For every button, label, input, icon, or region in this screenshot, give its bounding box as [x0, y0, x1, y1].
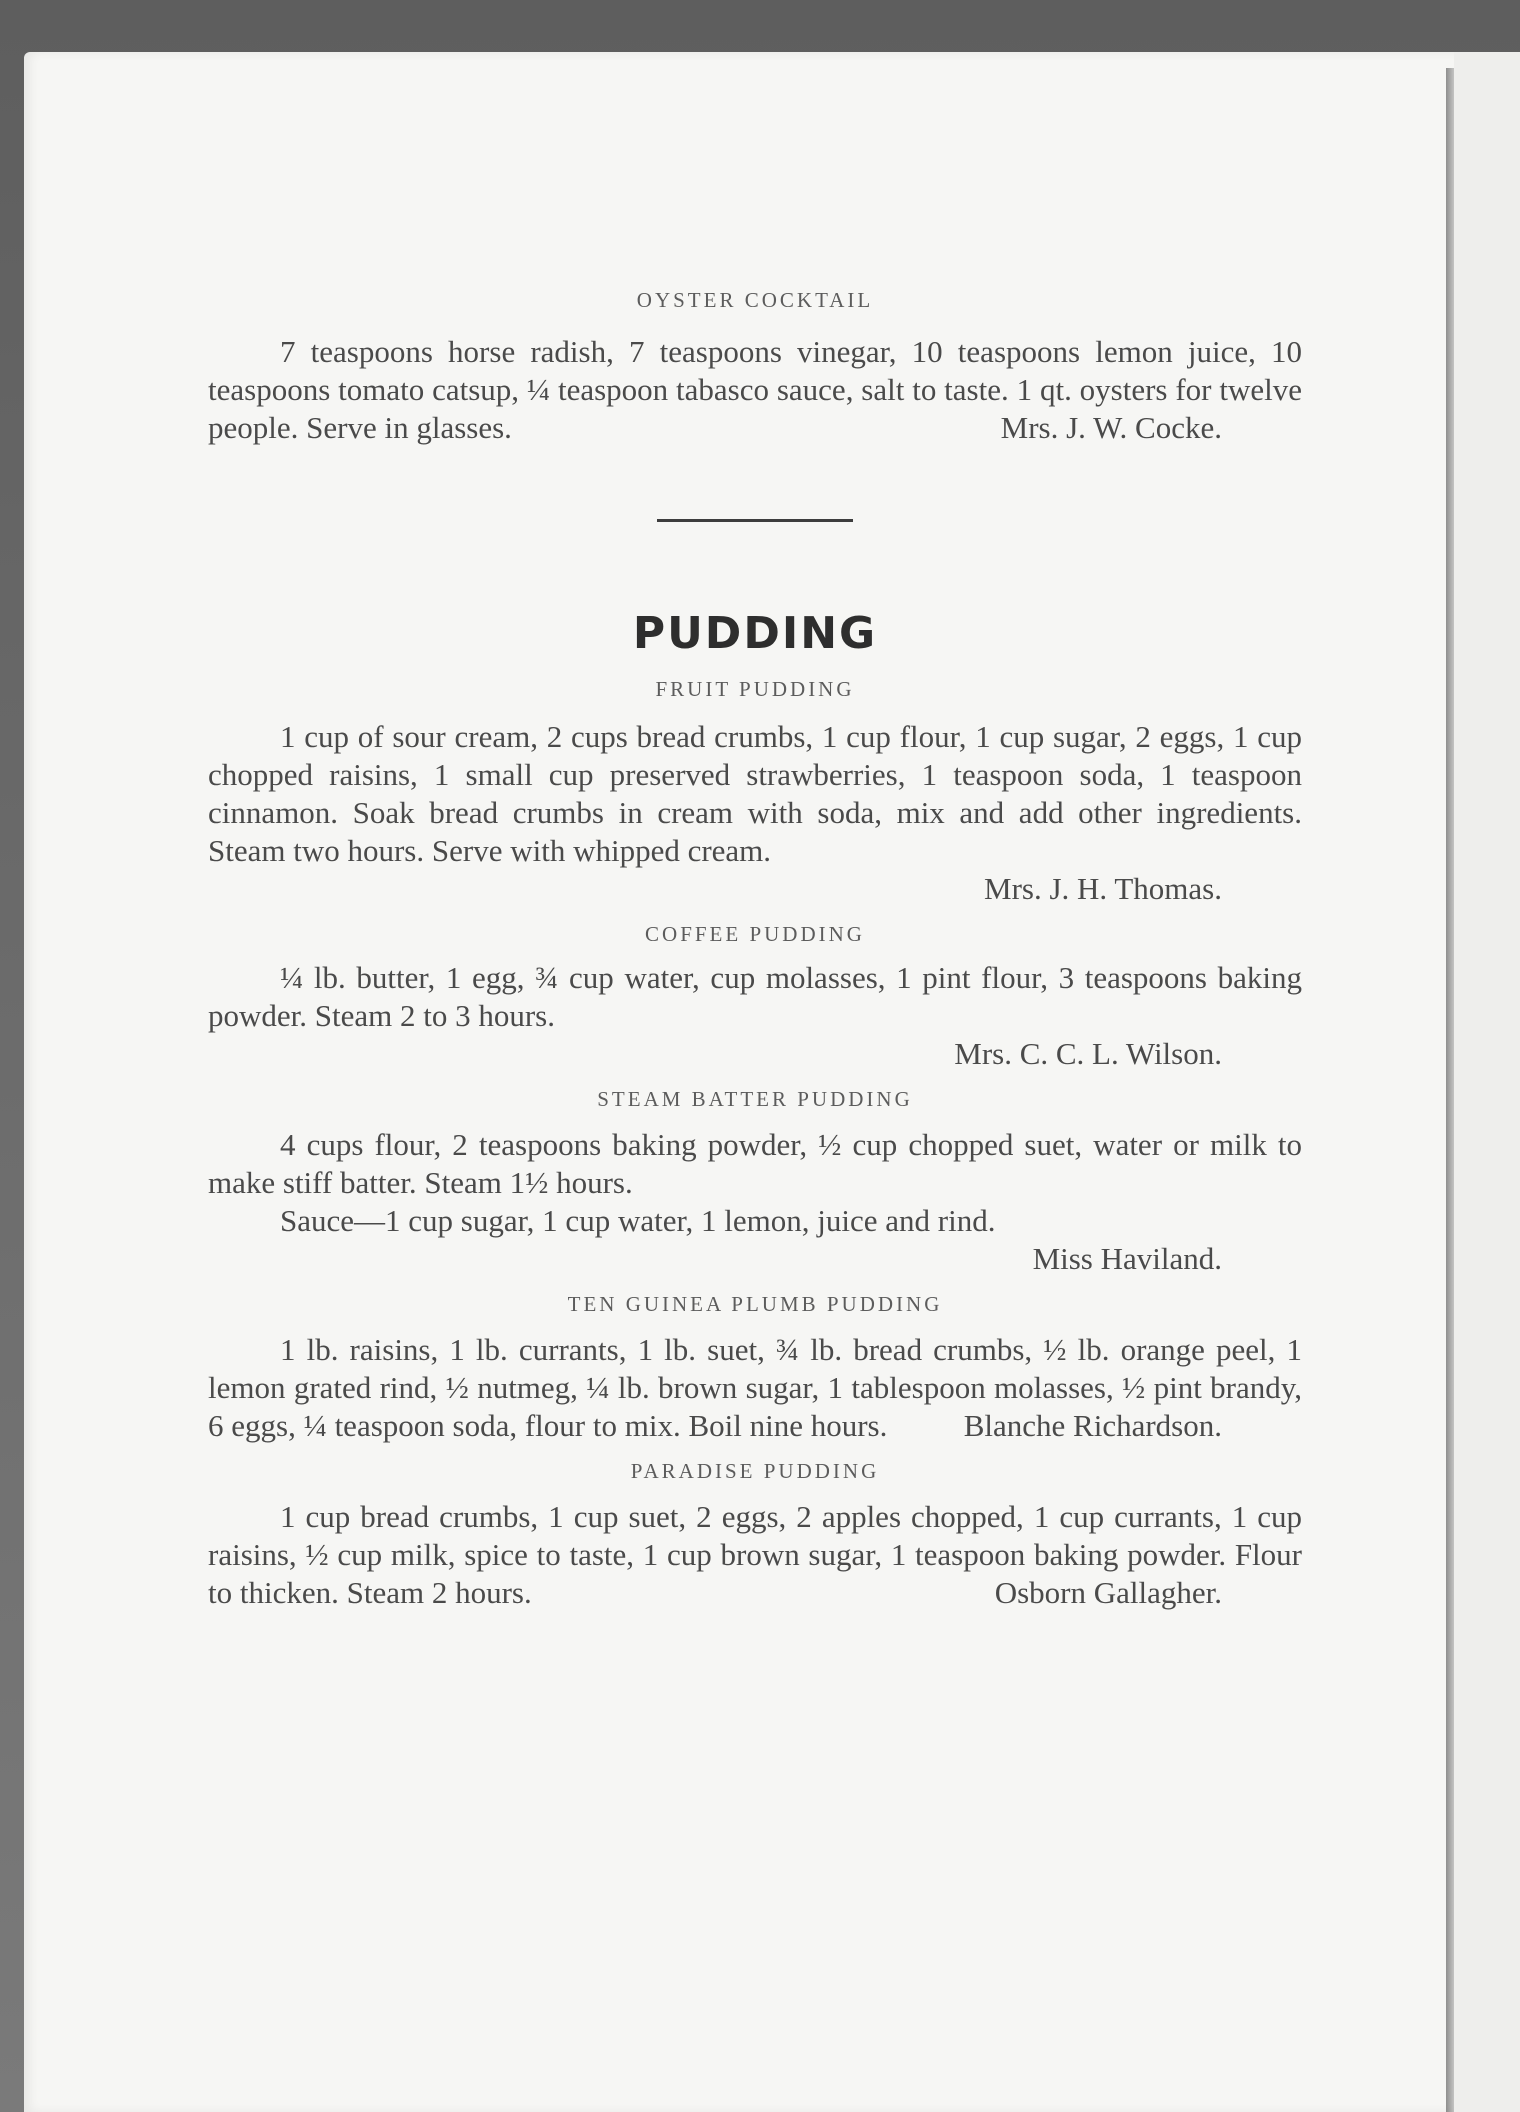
recipe-title: FRUIT PUDDING	[655, 677, 855, 701]
recipe-title: COFFEE PUDDING	[645, 922, 865, 946]
recipe-attribution: Osborn Gallagher.	[994, 1575, 1222, 1610]
page-gutter-shadow	[1446, 68, 1454, 2112]
recipe-oyster-cocktail	[208, 288, 1302, 447]
recipe-sauce: Sauce—1 cup sugar, 1 cup water, 1 lemon, juice and rind.	[280, 1203, 996, 1238]
recipe-body: ¼ lb. butter, 1 egg, ¾ cup water, cup molasses, 1 pint flour, 3 teaspoons baking powder. Steam 2 to 3 hours.	[208, 960, 1302, 1033]
recipe-body: 1 cup of sour cream, 2 cups bread crumbs, 1 cup flour, 1 cup sugar, 2 eggs, 1 cup chopped raisins, 1 small cup preserved strawberries, 1 teaspoon soda, 1 teaspoon cinnamon. Soak bread crumbs in cream with soda, mix and add other ingredients. Steam two hours. Serve with whipped cream.	[208, 719, 1302, 868]
recipe-body	[208, 333, 1302, 447]
recipe-body-text: 1 cup bread crumbs, 1 cup suet, 2 eggs, 2 apples chopped, 1 cup currants, 1 cup raisins, ½ cup milk, spice to taste, 1 cup brown sugar, 1 teaspoon baking powder. Flour to thicken. Steam 2 hours.	[208, 1499, 1302, 1610]
recipe-coffee-pudding	[208, 922, 1302, 1073]
recipe-fruit-pudding	[208, 677, 1302, 908]
recipe-title: PARADISE PUDDING	[630, 1459, 880, 1483]
recipe-attribution: Mrs. J. W. Cocke.	[1000, 410, 1222, 445]
recipe-body: 4 cups flour, 2 teaspoons baking powder, ½ cup chopped suet, water or milk to make stiff batter. Steam 1½ hours.	[208, 1127, 1302, 1200]
recipe-body-text: 1 lb. raisins, 1 lb. currants, 1 lb. suet, ¾ lb. bread crumbs, ½ lb. orange peel, 1 lemon grated rind, ½ nutmeg, ¼ lb. brown sugar, 1 tablespoon molasses, ½ pint brandy, 6 eggs, ¼ teaspoon soda, flour to mix. Boil nine hours.	[208, 1332, 1302, 1443]
recipe-body	[208, 1498, 1302, 1612]
recipe-title: OYSTER COCKTAIL	[636, 288, 874, 312]
section-divider-rule	[657, 519, 853, 522]
recipe-ten-guinea-plumb-pudding	[208, 1292, 1302, 1445]
recipe-attribution: Blanche Richardson.	[963, 1408, 1222, 1443]
recipe-paradise-pudding	[208, 1459, 1302, 1612]
page-text-column	[208, 288, 1302, 1612]
recipe-title: TEN GUINEA PLUMB PUDDING	[567, 1292, 943, 1316]
recipe-title: STEAM BATTER PUDDING	[597, 1087, 913, 1111]
recipe-steam-batter-pudding	[208, 1087, 1302, 1278]
recipe-attribution: Miss Haviland.	[1032, 1241, 1222, 1276]
next-page-edge	[1454, 52, 1520, 2112]
recipe-attribution: Mrs. C. C. L. Wilson.	[954, 1036, 1222, 1071]
recipe-body	[208, 1331, 1302, 1445]
recipe-body-text: 7 teaspoons horse radish, 7 teaspoons vinegar, 10 teaspoons lemon juice, 10 teaspoons tomato catsup, ¼ teaspoon tabasco sauce, salt to taste. 1 qt. oysters for twelve people. Serve in glasses.	[208, 334, 1302, 445]
recipe-attribution: Mrs. J. H. Thomas.	[984, 871, 1222, 906]
section-title: PUDDING	[632, 608, 878, 659]
